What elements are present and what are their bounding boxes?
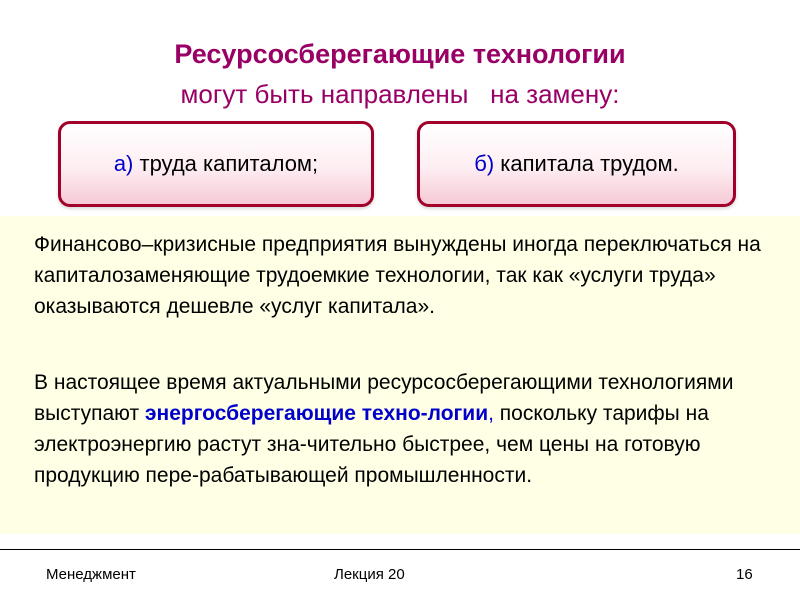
highlight-comma: ,: [488, 402, 494, 425]
option-a-letter: а): [113, 151, 134, 176]
option-a-text: труда капиталом;: [133, 151, 319, 176]
paragraph-energy-intro: В настоящее время актуальными ресурсосберегающими технологиями выступают: [34, 371, 734, 425]
paragraph-energy-rest: поскольку тарифы на электроэнергию растут зна-чительно быстрее, чем цены на готовую продукцию пере-рабатывающей промышленности.: [34, 402, 709, 487]
footer-page-number: 16: [736, 566, 753, 583]
footer-divider: [0, 549, 800, 550]
footer-lecture-number: Лекция 20: [334, 566, 405, 583]
energy-saving-highlight: энергосберегающие техно-логии: [144, 402, 489, 425]
paragraph-crisis-enterprises: Финансово–кризисные предприятия вынуждены иногда переключаться на капиталозаменяющие трудоемкие технологии, так как «услуги труда» оказываются дешевле «услуг капитала».: [34, 233, 761, 318]
slide-title: Ресурсосберегающие технологии: [174, 39, 626, 69]
option-a-box: [58, 121, 374, 207]
option-b-box: [417, 121, 736, 207]
option-b-text: капитала трудом.: [494, 151, 679, 176]
footer-course-name: Менеджмент: [46, 566, 136, 583]
option-b-letter: б): [474, 151, 495, 176]
slide-subtitle: могут быть направлены на замену:: [180, 79, 620, 109]
paragraph-energy-saving: [34, 367, 774, 491]
